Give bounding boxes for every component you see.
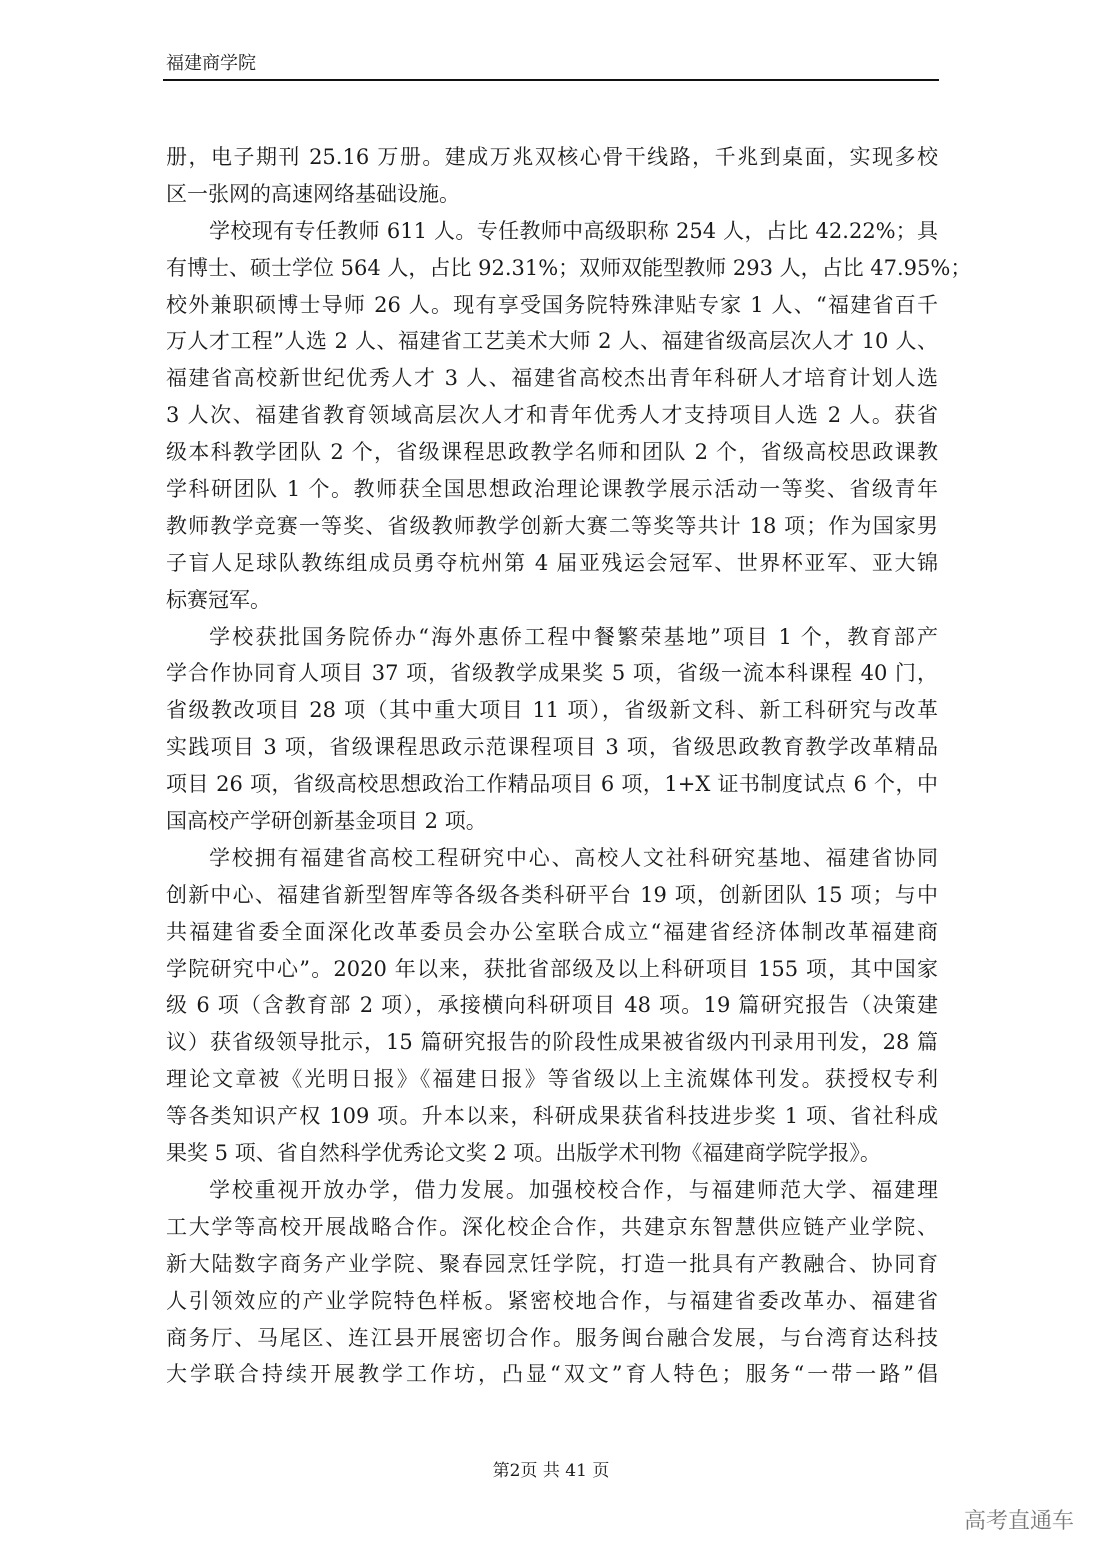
- text-line: 子盲人足球队教练组成员勇夺杭州第 4 届亚残运会冠军、世界杯亚军、亚大锦: [166, 550, 938, 575]
- text-line: 万人才工程”人选 2 人、福建省工艺美术大师 2 人、福建省级高层次人才 10 人、: [166, 329, 938, 354]
- text-line: 大学联合持续开展教学工作坊，凸显“双文”育人特色；服务“一带一路”倡: [166, 1362, 938, 1387]
- text-line: 新大陆数字商务产业学院、聚春园烹饪学院，打造一批具有产教融合、协同育: [166, 1251, 938, 1276]
- text-line: 级本科教学团队 2 个，省级课程思政教学名师和团队 2 个，省级高校思政课教: [166, 440, 938, 465]
- text-line: 果奖 5 项、省自然科学优秀论文奖 2 项。出版学术刊物《福建商学院学报》。: [166, 1141, 881, 1166]
- document-header-title: 福建商学院: [166, 53, 256, 74]
- text-line: 学院研究中心”。2020 年以来，获批省部级及以上科研项目 155 项，其中国家: [166, 956, 938, 981]
- text-line: 等各类知识产权 109 项。升本以来，科研成果获省科技进步奖 1 项、省社科成: [166, 1104, 938, 1129]
- text-line: 理论文章被《光明日报》《福建日报》等省级以上主流媒体刊发。获授权专利: [166, 1067, 938, 1092]
- text-line: 区一张网的高速网络基础设施。: [166, 181, 460, 206]
- text-line: 议）获省级领导批示，15 篇研究报告的阶段性成果被省级内刊录用刊发，28 篇: [166, 1030, 938, 1055]
- paragraph: [166, 1172, 938, 1393]
- text-line: 共福建省委全面深化改革委员会办公室联合成立“福建省经济体制改革福建商: [166, 919, 938, 944]
- text-line: 商务厅、马尾区、连江县开展密切合作。服务闽台融合发展，与台湾育达科技: [166, 1325, 938, 1350]
- paragraph: [166, 619, 938, 840]
- page-number: 第2页 共 41 页: [492, 1461, 610, 1481]
- text-line: 3 人次、福建省教育领域高层次人才和青年优秀人才支持项目人选 2 人。获省: [166, 403, 938, 428]
- text-line: 学校获批国务院侨办“海外惠侨工程中餐繁荣基地”项目 1 个，教育部产: [209, 624, 938, 649]
- text-line: 级 6 项（含教育部 2 项），承接横向科研项目 48 项。19 篇研究报告（决策建: [166, 993, 938, 1018]
- text-line: 册，电子期刊 25.16 万册。建成万兆双核心骨干线路，千兆到桌面，实现多校: [166, 145, 938, 169]
- paragraph: [166, 139, 938, 213]
- text-line: 教师教学竞赛一等奖、省级教师教学创新大赛二等奖等共计 18 项；作为国家男: [166, 513, 938, 538]
- text-line: 人引领效应的产业学院特色样板。紧密校地合作，与福建省委改革办、福建省: [166, 1288, 938, 1313]
- text-line: 国高校产学研创新基金项目 2 项。: [166, 809, 487, 834]
- paragraph: [166, 840, 938, 1172]
- text-line: 省级教改项目 28 项（其中重大项目 11 项），省级新文科、新工科研究与改革: [166, 698, 938, 723]
- text-line: 学校现有专任教师 611 人。专任教师中高级职称 254 人，占比 42.22%；具: [209, 218, 938, 243]
- text-line: 实践项目 3 项，省级课程思政示范课程项目 3 项，省级思政教育教学改革精品: [166, 735, 938, 760]
- text-line: 创新中心、福建省新型智库等各级各类科研平台 19 项，创新团队 15 项；与中: [166, 882, 938, 907]
- document-body: [166, 139, 972, 1393]
- text-line: 学校拥有福建省高校工程研究中心、高校人文社科研究基地、福建省协同: [209, 845, 938, 870]
- text-line: 福建省高校新世纪优秀人才 3 人、福建省高校杰出青年科研人才培育计划人选: [166, 366, 938, 391]
- text-line: 有博士、硕士学位 564 人，占比 92.31%；双师双能型教师 293 人，占比 47.95%；: [166, 255, 972, 280]
- watermark: 高考直通车: [964, 1509, 1075, 1534]
- text-line: 项目 26 项，省级高校思想政治工作精品项目 6 项，1+X 证书制度试点 6 个，中: [166, 772, 938, 797]
- text-line: 学校重视开放办学，借力发展。加强校校合作，与福建师范大学、福建理: [209, 1177, 938, 1202]
- text-line: 学科研团队 1 个。教师获全国思想政治理论课教学展示活动一等奖、省级青年: [166, 477, 938, 502]
- paragraph: [166, 213, 972, 619]
- text-line: 学合作协同育人项目 37 项，省级教学成果奖 5 项，省级一流本科课程 40 门，: [166, 661, 938, 686]
- text-line: 校外兼职硕博士导师 26 人。现有享受国务院特殊津贴专家 1 人、“福建省百千: [166, 292, 938, 317]
- text-line: 标赛冠军。: [166, 587, 271, 612]
- text-line: 工大学等高校开展战略合作。深化校企合作，共建京东智慧供应链产业学院、: [166, 1214, 938, 1239]
- header-divider: [163, 79, 939, 81]
